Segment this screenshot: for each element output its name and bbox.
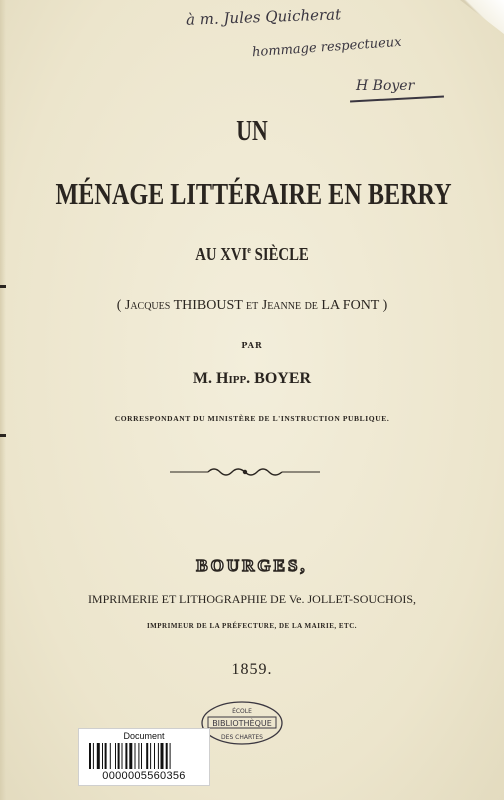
barcode-bar [89,743,91,769]
barcode-bar [135,743,136,769]
barcode-label [78,728,210,786]
ornamental-rule [170,464,320,478]
barcode-bar [138,743,139,769]
library-stamp [200,700,284,746]
barcode-bar [166,743,168,769]
stamp-middle: BIBLIOTHÈQUE [212,719,272,728]
author-affiliation: CORRESPONDANT DU MINISTÈRE DE L'INSTRUCTION PUBLIQUE. [114,414,390,423]
handwritten-dedication: à m. Jules Quicherat [185,5,342,29]
author-name: M. Hipp. BOYER [192,370,312,387]
century-prefix: AU XVI [195,244,248,264]
margin-mark [0,285,6,288]
century-superscript: e [247,245,251,256]
barcode-bar [122,743,123,769]
title-main: MÉNAGE LITTÉRAIRE EN BERRY [55,176,452,211]
handwritten-tribute: hommage respectueux [251,34,402,61]
signature-underline [350,96,444,103]
barcode-bar [129,743,132,769]
margin-mark [0,434,6,437]
barcode-bar [102,743,103,769]
barcode-bar [141,743,142,769]
barcode-bar [115,743,116,769]
publication-year: 1859. [231,661,273,678]
imprint-printer-detail: IMPRIMEUR DE LA PRÉFECTURE, DE LA MAIRIE, ETC. [146,622,358,630]
title-century [45,244,458,265]
barcode-bar [158,743,159,769]
barcode-bar [97,743,100,769]
barcode-bar [161,743,164,769]
barcode-bar [118,743,120,769]
folded-corner [460,0,504,34]
barcode-bar [146,743,148,769]
byline-par: PAR [241,340,263,350]
barcode-bar [93,743,94,769]
page-binding-edge [0,0,6,800]
barcode-bar [150,743,151,769]
barcode-bar [154,743,155,769]
title-line-1: UN [236,116,268,147]
barcode-bar [125,743,127,769]
barcode-caption: Document [123,731,165,741]
barcode-bar [105,743,107,769]
barcode [89,743,199,769]
stamp-top: ÉCOLE [232,708,252,715]
stamp-bottom: DES CHARTES [221,734,263,741]
century-suffix: SIÈCLE [250,244,309,264]
subtitle-names: ( Jacques THIBOUST et Jeanne de LA FONT ) [116,298,388,313]
barcode-bar [170,743,171,769]
imprint-printer: IMPRIMERIE ET LITHOGRAPHIE DE Ve. JOLLET-SOUCHOIS, [87,592,417,606]
barcode-number: 0000005560356 [102,770,186,782]
barcode-bar [110,743,111,769]
handwritten-signature: H Boyer [356,78,415,94]
imprint-city: BOURGES, [196,556,308,575]
